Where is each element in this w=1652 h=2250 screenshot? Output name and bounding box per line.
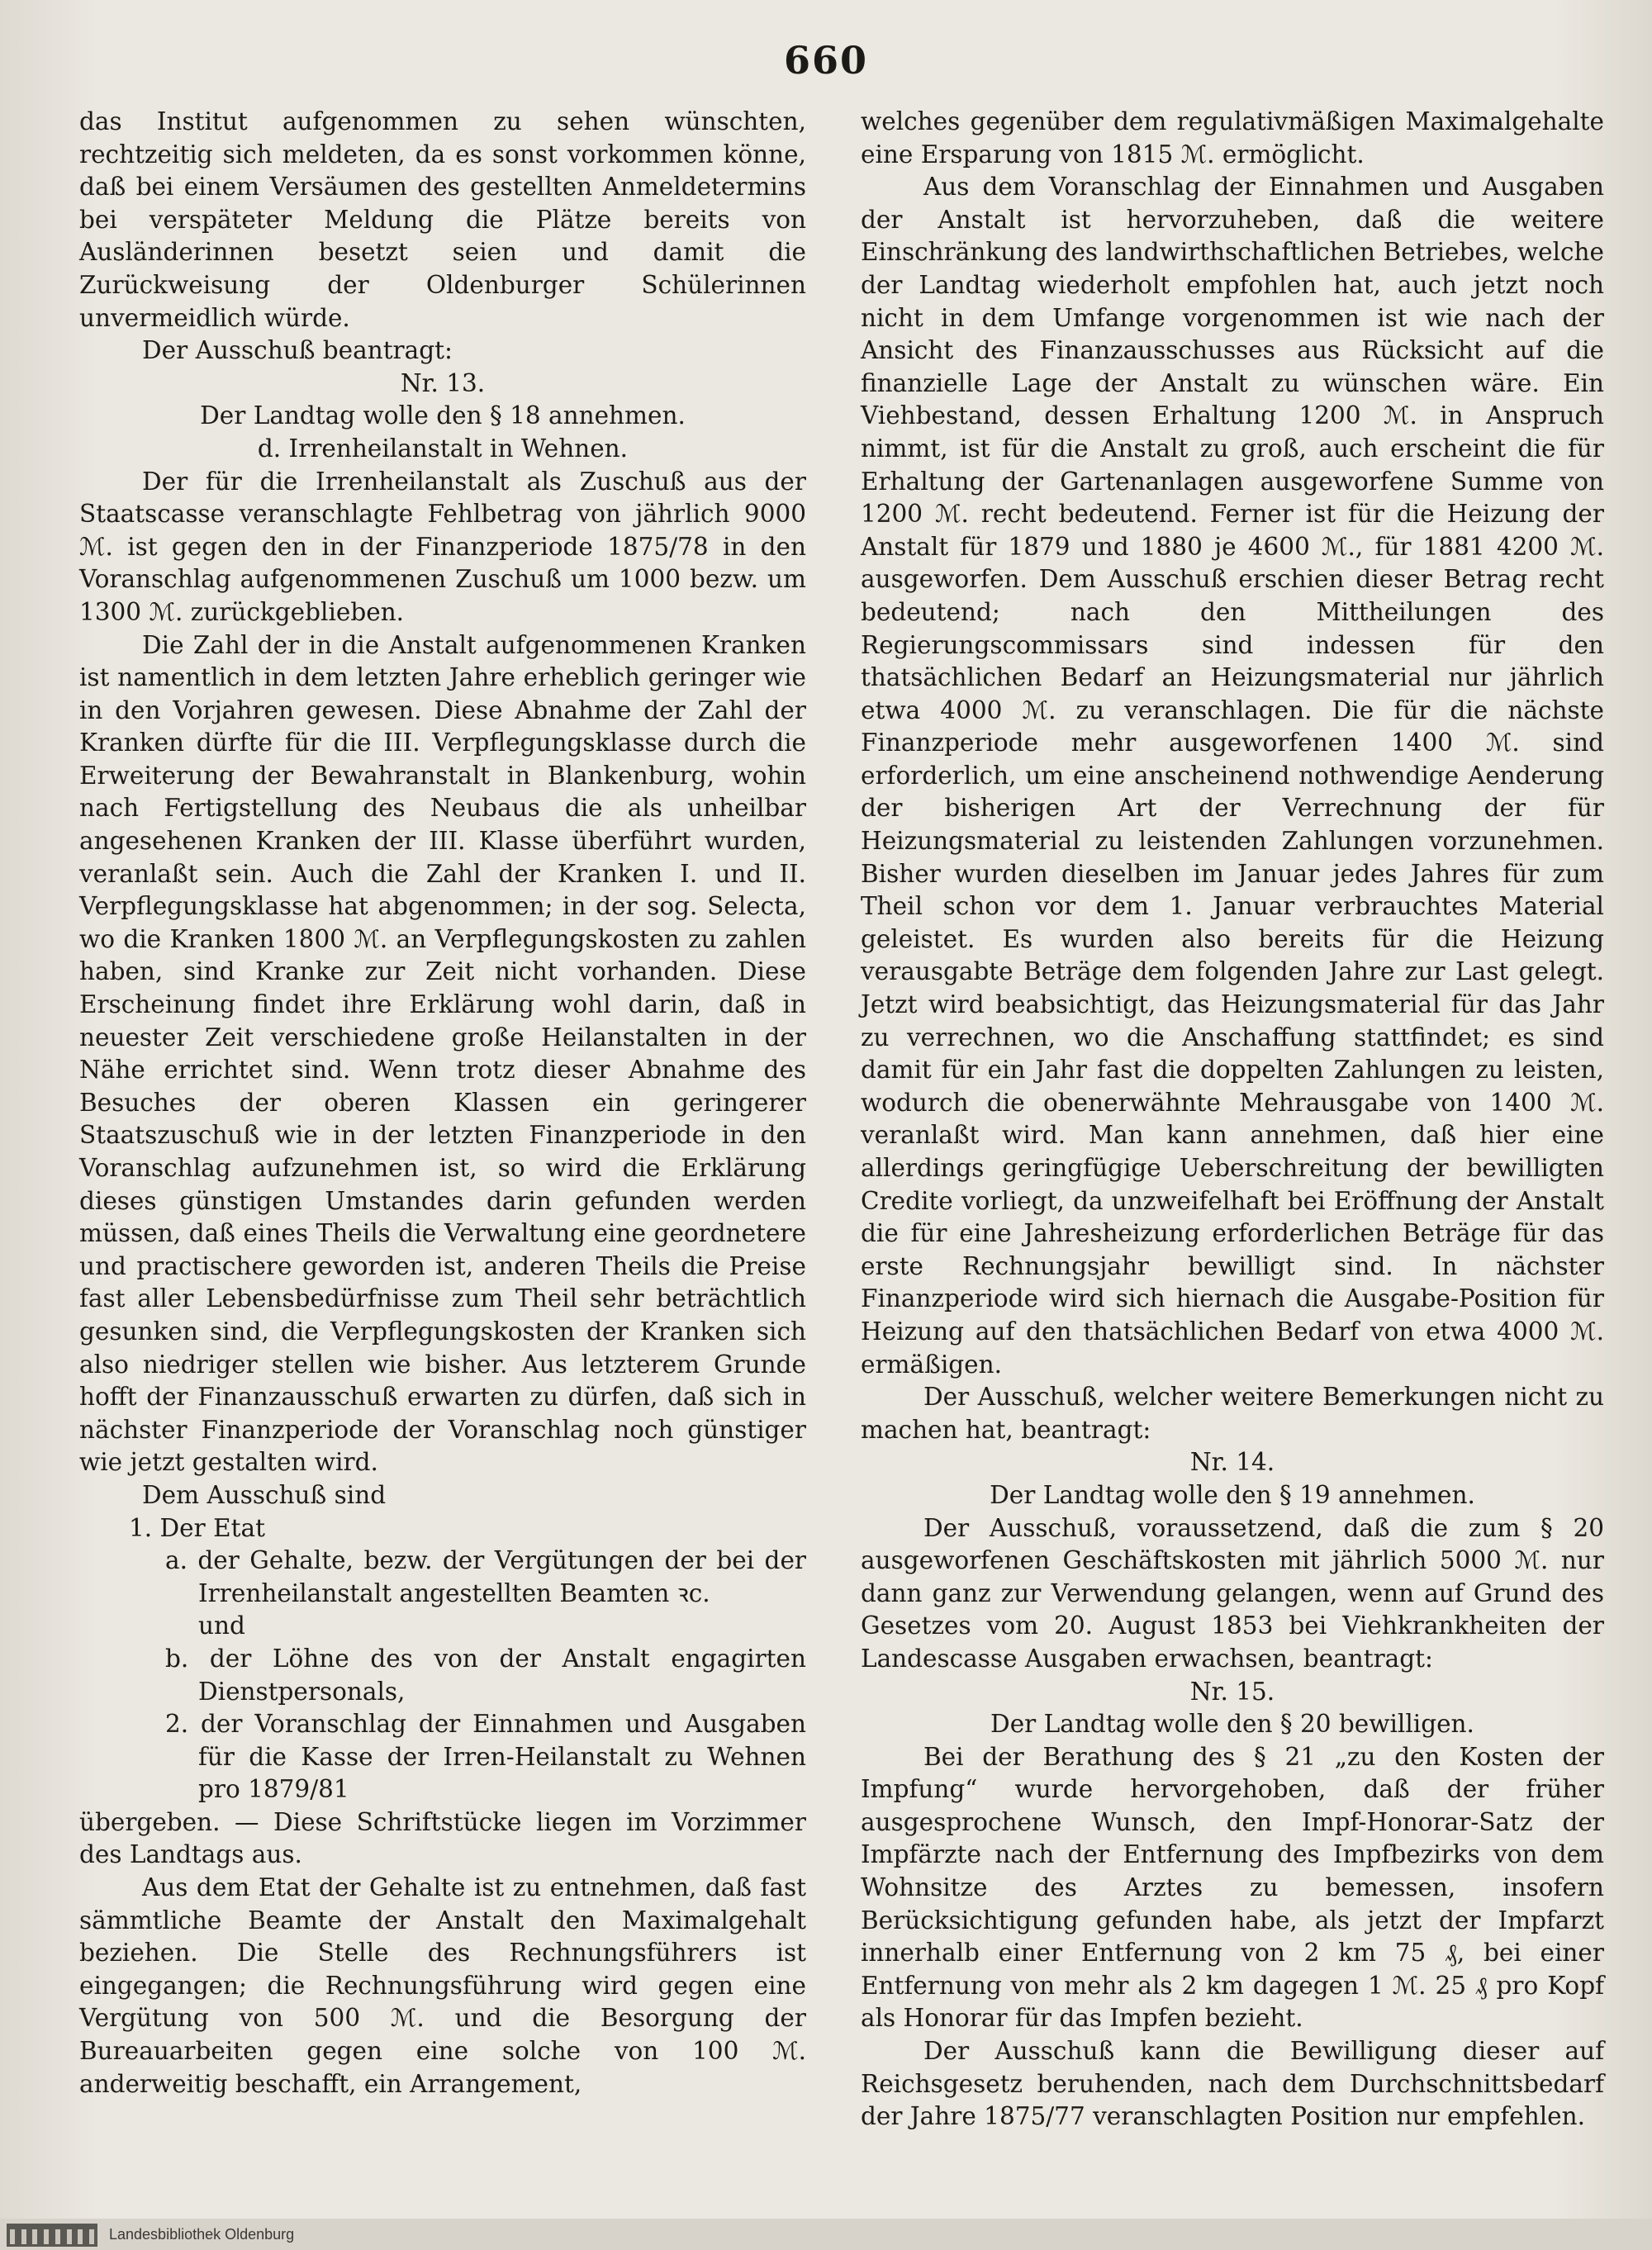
left-column xyxy=(79,106,806,2100)
left-column-paragraph: übergeben. — Diese Schriftstücke liegen im Vorzimmer des Landtags aus. xyxy=(79,1807,806,1869)
left-column-paragraph: Der Landtag wolle den § 18 annehmen. xyxy=(200,401,686,430)
left-column-paragraph: Der für die Irrenheilanstalt als Zuschuß aus der Staatscasse veranschlagte Fehlbetrag von jährlich 9000 ℳ. ist gegen den in der Finanzperiode 1875/78 in den Voranschlag aufgenommenen Zuschuß um 1000 bezw. um 1300 ℳ. zurückgeblieben. xyxy=(79,467,806,626)
right-column-paragraph: Der Landtag wolle den § 19 annehmen. xyxy=(990,1480,1475,1509)
left-column-paragraph: d. Irrenheilanstalt in Wehnen. xyxy=(257,434,629,463)
left-column-paragraph: Aus dem Etat der Gehalte ist zu entnehmen, daß fast sämmtliche Beamte der Anstalt den Maximalgehalt beziehen. Die Stelle des Rechnungsführers ist eingegangen; die Rechnungsführung wird gegen eine Vergütung von 500 ℳ. und die Besorgung der Bureauarbeiten gegen eine solche von 100 ℳ. anderweitig beschafft, ein Arrangement, xyxy=(79,1873,806,2098)
right-column-paragraph: Der Landtag wolle den § 20 bewilligen. xyxy=(990,1710,1474,1739)
right-column-paragraph: Der Ausschuß kann die Bewilligung dieser auf Reichsgesetz beruhenden, nach dem Durchschnittsbedarf der Jahre 1875/77 veranschlagten Position nur empfehlen. xyxy=(861,2037,1604,2131)
right-column-paragraph: Bei der Berathung des § 21 „zu den Kosten der Impfung“ wurde hervorgehoben, daß der früher ausgesprochene Wunsch, den Impf-Honorar-Satz der Impfärzte nach der Entfernung des Impfbezirks von dem Wohnsitze des Arztes zu bemessen, insofern Berücksichtigung gefunden habe, als jetzt der Impfarzt innerhalb einer Entfernung von 2 km 75 ₰, bei einer Entfernung von mehr als 2 km dagegen 1 ℳ. 25 ₰ pro Kopf als Honorar für das Impfen bezieht. xyxy=(861,1742,1604,2033)
right-column-paragraph: Der Ausschuß, welcher weitere Bemerkungen nicht zu machen hat, beantragt: xyxy=(861,1383,1604,1444)
page-number: 660 xyxy=(783,38,869,83)
left-column-paragraph: Dem Ausschuß sind xyxy=(142,1480,387,1509)
left-column-paragraph: 1. Der Etat xyxy=(129,1513,265,1542)
library-building-icon xyxy=(7,2224,97,2247)
left-column-paragraph: und xyxy=(198,1612,245,1640)
left-column-paragraph: Der Ausschuß beantragt: xyxy=(142,336,453,365)
right-column-paragraph: welches gegenüber dem regulativmäßigen Maximalgehalte eine Ersparung von 1815 ℳ. ermöglicht. xyxy=(861,107,1604,169)
right-column-paragraph: Nr. 14. xyxy=(1189,1448,1275,1477)
right-column xyxy=(861,106,1604,2134)
footer-library-name: Landesbibliothek Oldenburg xyxy=(109,2226,295,2243)
footer-bar xyxy=(0,2219,1652,2250)
left-column-paragraph: b. der Löhne des von der Anstalt engagirten Dienstpersonals, xyxy=(165,1644,806,1706)
left-column-paragraph: Die Zahl der in die Anstalt aufgenommenen Kranken ist namentlich in dem letzten Jahre erheblich geringer wie in den Vorjahren gewesen. Diese Abnahme der Zahl der Kranken dürfte für die III. Verpflegungsklasse durch die Erweiterung der Bewahranstalt in Blankenburg, wohin nach Fertigstellung des Neubaus die als unheilbar angesehenen Kranken der III. Klasse überführt wurden, veranlaßt sein. Auch die Zahl der Kranken I. und II. Verpflegungsklasse hat abgenommen; in der sog. Selecta, wo die Kranken 1800 ℳ. an Verpflegungskosten zu zahlen haben, sind Kranke zur Zeit nicht vorhanden. Diese Erscheinung findet ihre Erklärung wohl darin, daß in neuester Zeit verschiedene große Heilanstalten in der Nähe errichtet sind. Wenn trotz dieser Abnahme des Besuches der oberen Klassen ein geringerer Staatszuschuß wie in der letzten Finanzperiode in den Voranschlag aufzunehmen ist, so wird die Erklärung dieses günstigen Umstandes darin gefunden werden müssen, daß eines Theils die Verwaltung eine geordnetere und practischere geworden ist, anderen Theils die Preise fast aller Lebensbedürfnisse zum Theil sehr beträchtlich gesunken sind, die Verpflegungskosten der Kranken sich also niedriger stellen wie bisher. Aus letzterem Grunde hofft der Finanzausschuß erwarten zu dürfen, daß sich in nächster Finanzperiode der Voranschlag noch günstiger wie jetzt gestalten wird. xyxy=(79,630,806,1477)
right-column-paragraph: Aus dem Voranschlag der Einnahmen und Ausgaben der Anstalt ist hervorzuheben, daß die weitere Einschränkung des landwirthschaftlichen Betriebes, welche der Landtag wiederholt empfohlen hat, auch jetzt noch nicht in dem Umfange vorgenommen ist wie nach der Ansicht des Finanzausschusses aus Rücksicht auf die finanzielle Lage der Anstalt zu wünschen wäre. Ein Viehbestand, dessen Erhaltung 1200 ℳ. in Anspruch nimmt, ist für die Anstalt zu groß, auch erscheint die für Erhaltung der Gartenanlagen ausgeworfene Summe von 1200 ℳ. recht bedeutend. Ferner ist für die Heizung der Anstalt für 1879 und 1880 je 4600 ℳ., für 1881 4200 ℳ. ausgeworfen. Dem Ausschuß erschien dieser Betrag recht bedeutend; nach den Mittheilungen des Regierungscommissars sind indessen für den thatsächlichen Bedarf an Heizungsmaterial nur jährlich etwa 4000 ℳ. zu veranschlagen. Die für die nächste Finanzperiode mehr ausgeworfenen 1400 ℳ. sind erforderlich, um eine anscheinend nothwendige Aenderung der bisherigen Art der Verrechnung der für Heizungsmaterial zu leistenden Zahlungen vorzunehmen. Bisher wurden dieselben im Januar jedes Jahres für zum Theil schon vor dem 1. Januar verbrauchtes Material geleistet. Es wurden also bereits für die Heizung verausgabte Beträge dem folgenden Jahre zur Last gelegt. Jetzt wird beabsichtigt, das Heizungsmaterial für das Jahr zu verrechnen, wo die Anschaffung stattfindet; es sind damit für ein Jahr fast die doppelten Zahlungen zu leisten, wodurch die obenerwähnte Mehrausgabe von 1400 ℳ. veranlaßt wird. Man kann annehmen, daß hier eine allerdings geringfügige Ueberschreitung der bewilligten Credite vorliegt, da unzweifelhaft bei Eröffnung der Anstalt die für eine Jahresheizung erforderlichen Beträge für das erste Rechnungsjahr bewilligt sind. In nächster Finanzperiode wird sich hiernach die Ausgabe-Position für Heizung auf den thatsächlichen Bedarf von etwa 4000 ℳ. ermäßigen. xyxy=(861,173,1604,1379)
left-column-paragraph: Nr. 13. xyxy=(400,368,486,397)
right-column-paragraph: Der Ausschuß, voraussetzend, daß die zum § 20 ausgeworfenen Geschäftskosten mit jährlich 5000 ℳ. nur dann ganz zur Verwendung gelangen, wenn auf Grund des Gesetzes vom 20. August 1853 bei Viehkrankheiten der Landescasse Ausgaben erwachsen, beantragt: xyxy=(861,1513,1604,1673)
left-column-paragraph: das Institut aufgenommen zu sehen wünschten, rechtzeitig sich meldeten, da es sonst vorkommen könne, daß bei einem Versäumen des gestellten Anmeldetermins bei verspäteter Meldung die Plätze bereits von Ausländerinnen besetzt seien und damit die Zurückweisung der Oldenburger Schülerinnen unvermeidlich würde. xyxy=(79,107,806,332)
right-column-paragraph: Nr. 15. xyxy=(1189,1677,1275,1706)
left-column-paragraph: a. der Gehalte, bezw. der Vergütungen der bei der Irrenheilanstalt angestellten Beamten ꝛc. xyxy=(165,1546,806,1607)
left-column-paragraph: 2. der Voranschlag der Einnahmen und Ausgaben für die Kasse der Irren-Heilanstalt zu Wehnen pro 1879/81 xyxy=(165,1710,806,1804)
